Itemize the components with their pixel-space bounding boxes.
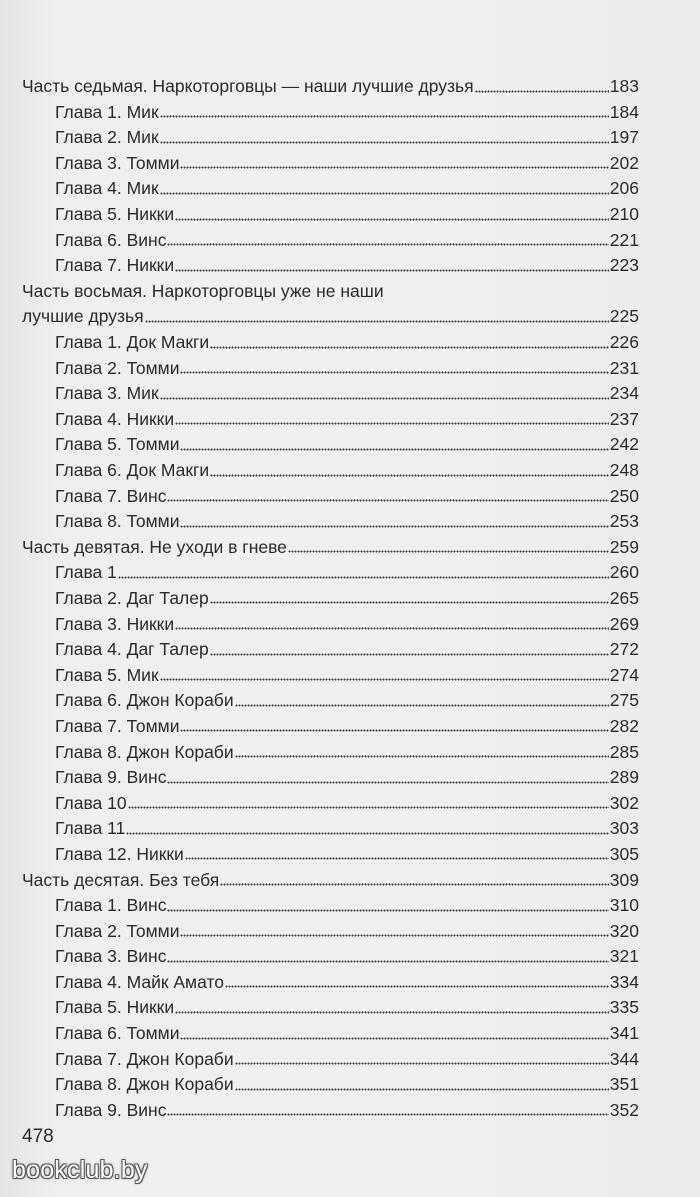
dot-leader	[160, 678, 609, 681]
dot-leader	[160, 397, 609, 400]
toc-chapter-entry	[22, 889, 639, 915]
toc-chapter-label: Глава 1. Док Макги	[55, 332, 210, 353]
toc-chapter-entry	[22, 454, 639, 480]
toc-chapter-label: Глава 6. Док Макги	[55, 460, 210, 480]
dot-leader	[235, 1088, 609, 1091]
toc-chapter-label: Глава 9. Винс	[55, 767, 167, 788]
toc-page-number: 221	[609, 229, 639, 250]
dot-leader	[180, 166, 608, 169]
toc-chapter-label: Глава 8. Томми	[55, 511, 180, 532]
dot-leader	[185, 857, 609, 860]
toc-chapter-entry	[22, 480, 639, 506]
dot-leader	[235, 704, 609, 707]
dot-leader	[180, 1037, 608, 1040]
toc-chapter-label: Глава 4. Мик	[55, 178, 159, 199]
toc-chapter-label: Глава 3. Томми	[55, 152, 180, 173]
toc-page-number: 225	[609, 306, 639, 327]
dot-leader	[210, 346, 609, 349]
toc-page-number: 282	[609, 715, 639, 736]
toc-page-number: 265	[609, 587, 639, 608]
dot-leader	[128, 806, 609, 809]
toc-page-number: 223	[609, 255, 639, 276]
toc-chapter-label: Глава 1. Мик	[55, 101, 159, 122]
dot-leader	[180, 934, 608, 937]
toc-chapter-entry	[22, 1043, 639, 1069]
toc-chapter-label: Глава 7. Никки	[55, 255, 175, 276]
toc-part-entry	[22, 863, 639, 889]
toc-part-label: Часть седьмая. Наркоторговцы — наши лучшие друзья	[22, 76, 474, 97]
toc-chapter-label: Глава 5. Мик	[55, 664, 159, 685]
dot-leader	[160, 192, 609, 195]
table-of-contents	[22, 70, 639, 1119]
toc-part-label: Часть десятая. Без тебя	[22, 869, 220, 890]
dot-leader	[180, 729, 608, 732]
toc-page-number: 321	[609, 946, 639, 967]
toc-chapter-label: Глава 5. Томми	[55, 434, 180, 455]
toc-chapter-entry	[22, 787, 639, 813]
toc-part-entry	[22, 300, 639, 326]
dot-leader	[475, 90, 609, 93]
toc-chapter-label: Глава 6. Джон Кораби	[55, 690, 234, 711]
toc-page-number: 272	[609, 639, 639, 660]
toc-page-number: 351	[609, 1074, 639, 1095]
toc-chapter-label: Глава 10	[55, 792, 127, 813]
dot-leader	[210, 601, 609, 604]
dot-leader	[220, 883, 609, 886]
dot-leader	[167, 960, 608, 963]
dot-leader	[288, 550, 609, 553]
toc-part-label: Часть девятая. Не уходи в гневе	[22, 536, 287, 557]
toc-chapter-entry	[22, 147, 639, 173]
toc-chapter-entry	[22, 582, 639, 608]
toc-chapter-entry	[22, 326, 639, 352]
toc-chapter-entry	[22, 735, 639, 761]
toc-chapter-entry	[22, 249, 639, 275]
dot-leader	[175, 422, 609, 425]
toc-page-number: 302	[609, 792, 639, 813]
toc-page-number: 285	[609, 741, 639, 762]
toc-chapter-entry	[22, 556, 639, 582]
dot-leader	[225, 985, 609, 988]
toc-page-number: 260	[609, 562, 639, 583]
dot-leader	[167, 499, 608, 502]
toc-chapter-label: Глава 3. Никки	[55, 613, 175, 634]
watermark-logo: bookclub.by	[12, 1156, 148, 1184]
toc-chapter-label: Глава 2. Мик	[55, 127, 159, 148]
toc-part-entry	[22, 70, 639, 96]
toc-page-number: 274	[609, 664, 639, 685]
toc-page-number: 197	[609, 127, 639, 148]
dot-leader	[167, 781, 608, 784]
toc-chapter-label: Глава 3. Винс	[55, 946, 167, 967]
toc-chapter-label: Глава 3. Мик	[55, 383, 159, 404]
dot-leader	[235, 755, 609, 758]
toc-part-title-line	[22, 275, 639, 301]
dot-leader	[175, 218, 609, 221]
toc-chapter-label: Глава 11	[55, 818, 126, 839]
dot-leader	[180, 448, 608, 451]
toc-page-number: 275	[609, 690, 639, 711]
toc-chapter-label: Глава 7. Винс	[55, 485, 167, 506]
toc-chapter-entry	[22, 812, 639, 838]
dot-leader	[235, 1062, 609, 1065]
dot-leader	[175, 1011, 609, 1014]
toc-page-number: 335	[609, 997, 639, 1018]
toc-chapter-entry	[22, 684, 639, 710]
toc-chapter-label: Глава 12. Никки	[55, 843, 184, 864]
dot-leader	[160, 141, 609, 144]
toc-page-number: 248	[609, 460, 639, 480]
toc-page-number: 259	[609, 536, 639, 557]
toc-page-number: 210	[609, 204, 639, 225]
toc-chapter-label: Глава 2. Томми	[55, 920, 180, 941]
toc-chapter-entry	[22, 1017, 639, 1043]
toc-chapter-entry	[22, 607, 639, 633]
toc-page-number: 253	[609, 511, 639, 532]
dot-leader	[118, 576, 609, 579]
toc-chapter-entry	[22, 352, 639, 378]
toc-chapter-entry	[22, 198, 639, 224]
dot-leader	[175, 269, 609, 272]
toc-page-number: 269	[609, 613, 639, 634]
dot-leader	[175, 627, 609, 630]
toc-chapter-label: Глава 7. Джон Кораби	[55, 1048, 234, 1069]
toc-page-number: 289	[609, 767, 639, 788]
toc-page-number: 310	[609, 895, 639, 916]
toc-page-number: 250	[609, 485, 639, 506]
dot-leader	[145, 320, 609, 323]
toc-page-number: 352	[609, 1099, 639, 1120]
toc-chapter-entry	[22, 121, 639, 147]
dot-leader	[160, 115, 609, 118]
dot-leader	[180, 525, 608, 528]
toc-chapter-entry	[22, 633, 639, 659]
toc-chapter-entry	[22, 940, 639, 966]
toc-page-number: 184	[609, 101, 639, 122]
toc-chapter-label: Глава 8. Джон Кораби	[55, 1074, 234, 1095]
toc-page-number: 183	[609, 76, 639, 97]
toc-part-entry	[22, 531, 639, 557]
toc-page-number: 242	[609, 434, 639, 455]
toc-chapter-entry	[22, 377, 639, 403]
toc-chapter-entry	[22, 96, 639, 122]
dot-leader	[180, 371, 608, 374]
dot-leader	[167, 243, 608, 246]
dot-leader	[210, 653, 609, 656]
dot-leader	[167, 909, 608, 912]
dot-leader	[126, 832, 608, 835]
toc-chapter-entry	[22, 915, 639, 941]
toc-chapter-label: Глава 4. Никки	[55, 408, 175, 429]
toc-chapter-label: Глава 2. Томми	[55, 357, 180, 378]
toc-part-label: лучшие друзья	[22, 306, 144, 327]
toc-chapter-entry	[22, 659, 639, 685]
toc-page-number: 202	[609, 152, 639, 173]
toc-page-number: 234	[609, 383, 639, 404]
toc-chapter-entry	[22, 505, 639, 531]
toc-page-number: 231	[609, 357, 639, 378]
toc-chapter-label: Глава 5. Никки	[55, 204, 175, 225]
toc-chapter-label: Глава 1	[55, 562, 117, 583]
toc-chapter-entry	[22, 172, 639, 198]
toc-chapter-label: Глава 7. Томми	[55, 715, 180, 736]
toc-chapter-entry	[22, 991, 639, 1017]
toc-chapter-entry	[22, 710, 639, 736]
toc-chapter-label: Глава 2. Даг Талер	[55, 587, 209, 608]
page-number: 478	[22, 1126, 54, 1147]
toc-chapter-label: Глава 1. Винс	[55, 895, 167, 916]
toc-page-number: 320	[609, 920, 639, 941]
toc-chapter-label: Глава 5. Никки	[55, 997, 175, 1018]
toc-chapter-entry	[22, 761, 639, 787]
toc-chapter-entry	[22, 838, 639, 864]
toc-chapter-label: Глава 4. Даг Талер	[55, 639, 209, 660]
toc-chapter-entry	[22, 1068, 639, 1094]
toc-chapter-entry	[22, 403, 639, 429]
dot-leader	[210, 474, 609, 477]
toc-chapter-entry	[22, 428, 639, 454]
toc-page-number: 226	[609, 332, 639, 353]
toc-chapter-label: Глава 6. Томми	[55, 1023, 180, 1044]
toc-page-number: 305	[609, 843, 639, 864]
toc-chapter-label: Глава 9. Винс	[55, 1099, 167, 1120]
toc-chapter-label: Глава 8. Джон Кораби	[55, 741, 234, 762]
toc-chapter-label: Глава 6. Винс	[55, 229, 167, 250]
toc-chapter-entry	[22, 1094, 639, 1120]
toc-chapter-entry	[22, 224, 639, 250]
toc-page-number: 237	[609, 408, 639, 429]
toc-page-number: 303	[609, 818, 639, 839]
toc-chapter-entry	[22, 966, 639, 992]
toc-part-label: Часть восьмая. Наркоторговцы уже не наши	[22, 280, 384, 301]
toc-page-number: 334	[609, 971, 639, 992]
toc-page-number: 341	[609, 1023, 639, 1044]
dot-leader	[167, 1113, 608, 1116]
toc-page-number: 206	[609, 178, 639, 199]
toc-page-number: 344	[609, 1048, 639, 1069]
toc-page-number: 309	[609, 869, 639, 890]
toc-chapter-label: Глава 4. Майк Амато	[55, 971, 224, 992]
